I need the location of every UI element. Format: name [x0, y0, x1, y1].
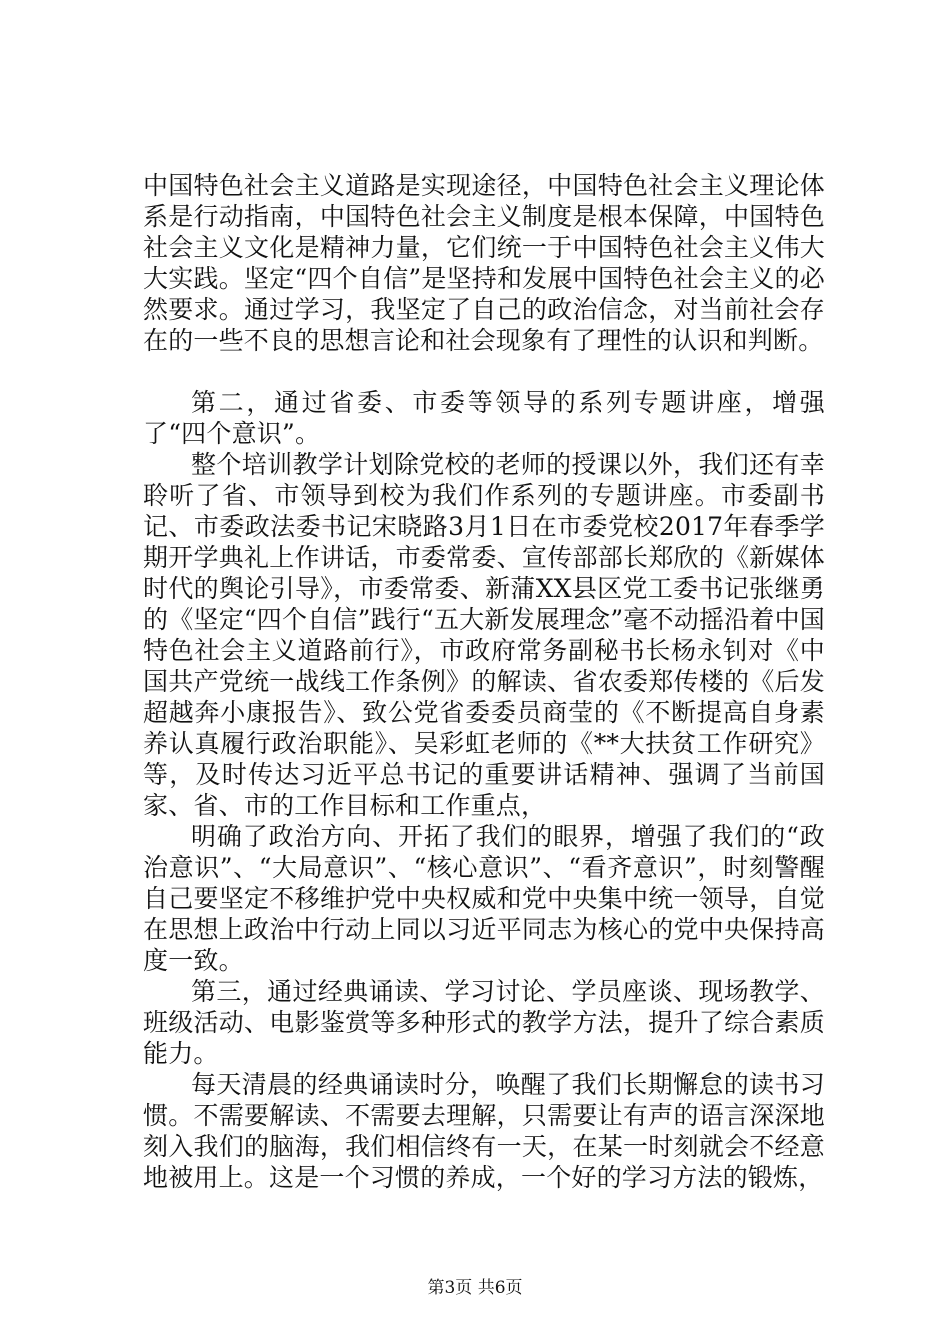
document-body [143, 170, 825, 1193]
paragraph-political-awareness: 明确了政治方向、开拓了我们的眼界，增强了我们的“政治意识”、“大局意识”、“核心意识”、“看齐意识”，时刻警醒自己要坚定不移维护党中央权威和党中央集中统一领导，自觉在思想上政治中行动上同以习近平同志为核心的党中央保持高度一致。 [143, 822, 825, 975]
paragraph-lectures: 整个培训教学计划除党校的老师的授课以外，我们还有幸聆听了省、市领导到校为我们作系列的专题讲座。市委副书记、市委政法委书记宋晓路3月1日在市委党校2017年春季学期开学典礼上作讲话，市委常委、宣传部部长郑欣的《新媒体时代的舆论引导》，市委常委、新蒲XX县区党工委书记张继勇的《坚定“四个自信”践行“五大新发展理念”毫不动摇沿着中国特色社会主义道路前行》，市政府常务副秘书长杨永钊对《中国共产党统一战线工作条例》的解读、省农委郑传楼的《后发超越奔小康报告》、致公党省委委员商莹的《不断提高自身素养认真履行政治职能》、吴彩虹老师的《**大扶贫工作研究》等，及时传达习近平总书记的重要讲话精神、强调了当前国家、省、市的工作目标和工作重点， [143, 450, 825, 820]
paragraph-section-two-heading: 第二，通过省委、市委等领导的系列专题讲座，增强了“四个意识”。 [143, 388, 825, 448]
paragraph-classic-reading: 每天清晨的经典诵读时分，唤醒了我们长期懈怠的读书习惯。不需要解读、不需要去理解，只需要让有声的语言深深地刻入我们的脑海，我们相信终有一天，在某一时刻就会不经意地被用上。这是一个习惯的养成，一个好的学习方法的锻炼， [143, 1070, 825, 1192]
page-number-footer: 第3页 共6页 [427, 1278, 523, 1298]
paragraph-continuation: 中国特色社会主义道路是实现途径，中国特色社会主义理论体系是行动指南，中国特色社会主义制度是根本保障，中国特色社会主义文化是精神力量，它们统一于中国特色社会主义伟大大实践。坚定“四个自信”是坚持和发展中国特色社会主义的必然要求。通过学习，我坚定了自己的政治信念，对当前社会存在的一些不良的思想言论和社会现象有了理性的认识和判断。 [143, 171, 825, 355]
paragraph-section-three-heading: 第三，通过经典诵读、学习讨论、学员座谈、现场教学、班级活动、电影鉴赏等多种形式的教学方法，提升了综合素质能力。 [143, 977, 825, 1068]
